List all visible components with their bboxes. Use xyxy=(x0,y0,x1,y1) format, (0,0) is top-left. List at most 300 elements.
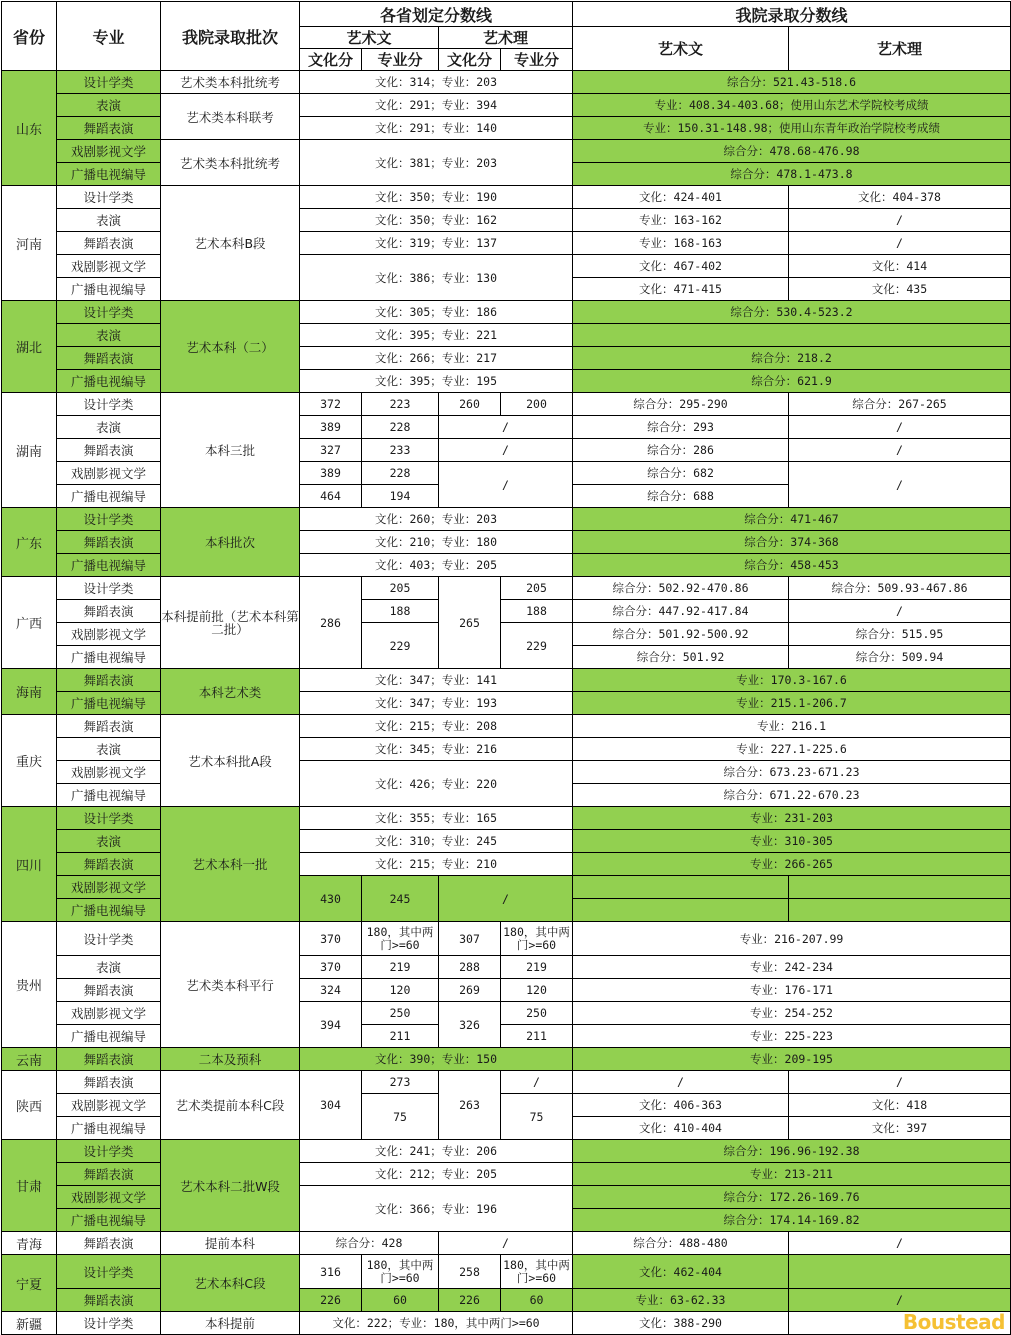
table-row xyxy=(2,956,1011,979)
cell-provincial-line: 文化：241；专业：206 xyxy=(300,1140,573,1163)
cell-province: 宁夏 xyxy=(2,1255,57,1312)
cell-major: 舞蹈表演 xyxy=(57,853,161,876)
cell-major: 广播电视编导 xyxy=(57,163,161,186)
cell-our-wen: 综合分：293 xyxy=(573,416,789,439)
cell-major-li: 75 xyxy=(501,1094,573,1140)
cell-major-wen: 211 xyxy=(362,1025,439,1048)
cell-major: 表演 xyxy=(57,956,161,979)
cell-provincial-line: 文化：390；专业：150 xyxy=(300,1048,573,1071)
cell-our-line: 专业：216.1 xyxy=(573,715,1011,738)
header-batch: 我院录取批次 xyxy=(161,2,300,71)
table-row xyxy=(2,439,1011,462)
cell-major: 广播电视编导 xyxy=(57,1117,161,1140)
cell-our-line: 综合分：374-368 xyxy=(573,531,1011,554)
cell-our-line: 专业：408.34-403.68；使用山东艺术学院校考成绩 xyxy=(573,94,1011,117)
cell-our-li xyxy=(789,899,1011,922)
cell-major-wen: 273 xyxy=(362,1071,439,1094)
cell-provincial-line: 文化：310；专业：245 xyxy=(300,830,573,853)
cell-provincial-line: 文化：215；专业：210 xyxy=(300,853,573,876)
header-culture-score-wen: 文化分 xyxy=(300,49,362,71)
cell-provincial-line: 文化：403；专业：205 xyxy=(300,554,573,577)
table-row xyxy=(2,1071,1011,1094)
cell-major-li: 250 xyxy=(501,1002,573,1025)
table-row xyxy=(2,94,1011,117)
cell-provincial-line: 文化：260；专业：203 xyxy=(300,508,573,531)
cell-our-wen: 综合分：688 xyxy=(573,485,789,508)
cell-batch: 艺术本科（二） xyxy=(161,301,300,393)
cell-li-scores: / xyxy=(439,462,573,508)
cell-major: 戏剧影视文学 xyxy=(57,761,161,784)
table-row xyxy=(2,209,1011,232)
cell-provincial-line: 文化：395；专业：195 xyxy=(300,370,573,393)
cell-our-wen: / xyxy=(573,1071,789,1094)
cell-batch: 二本及预科 xyxy=(161,1048,300,1071)
cell-our-line: 综合分：478.68-476.98 xyxy=(573,140,1011,163)
cell-batch: 本科艺术类 xyxy=(161,669,300,715)
cell-li-scores: / xyxy=(439,439,573,462)
header-provincial-line: 各省划定分数线 xyxy=(300,2,573,27)
cell-major-wen: 250 xyxy=(362,1002,439,1025)
cell-major: 表演 xyxy=(57,324,161,347)
cell-batch: 艺术本科一批 xyxy=(161,807,300,922)
cell-major-li: 180，其中两门>=60 xyxy=(501,922,573,956)
cell-major: 设计学类 xyxy=(57,807,161,830)
cell-our-li: 文化：397 xyxy=(789,1117,1011,1140)
cell-major: 戏剧影视文学 xyxy=(57,140,161,163)
cell-our-wen: 文化：467-402 xyxy=(573,255,789,278)
header-major-score-wen: 专业分 xyxy=(362,49,439,71)
cell-our-line: 专业：170.3-167.6 xyxy=(573,669,1011,692)
cell-provincial-line: 文化：347；专业：141 xyxy=(300,669,573,692)
cell-major-li: 120 xyxy=(501,979,573,1002)
cell-li-scores: / xyxy=(439,1232,573,1255)
cell-our-li: / xyxy=(789,439,1011,462)
cell-major: 设计学类 xyxy=(57,1140,161,1163)
cell-culture-wen: 324 xyxy=(300,979,362,1002)
cell-major-wen: 228 xyxy=(362,416,439,439)
cell-our-line: 综合分：458-453 xyxy=(573,554,1011,577)
cell-culture-wen: 370 xyxy=(300,922,362,956)
table-row xyxy=(2,979,1011,1002)
cell-batch: 艺术本科B段 xyxy=(161,186,300,301)
cell-our-line: 综合分：478.1-473.8 xyxy=(573,163,1011,186)
table-row xyxy=(2,715,1011,738)
cell-major: 舞蹈表演 xyxy=(57,232,161,255)
table-row xyxy=(2,1002,1011,1025)
cell-culture-wen: 389 xyxy=(300,462,362,485)
cell-major-li: 200 xyxy=(501,393,573,416)
cell-major: 设计学类 xyxy=(57,71,161,94)
cell-culture-li: 265 xyxy=(439,577,501,669)
table-row xyxy=(2,669,1011,692)
cell-our-wen xyxy=(573,899,789,922)
cell-major: 广播电视编导 xyxy=(57,1209,161,1232)
cell-batch: 本科三批 xyxy=(161,393,300,508)
cell-major: 设计学类 xyxy=(57,393,161,416)
cell-our-li: / xyxy=(789,209,1011,232)
cell-province: 云南 xyxy=(2,1048,57,1071)
table-row xyxy=(2,876,1011,899)
cell-our-wen: 综合分：295-290 xyxy=(573,393,789,416)
cell-our-li: 综合分：509.93-467.86 xyxy=(789,577,1011,600)
table-row xyxy=(2,531,1011,554)
cell-culture-wen: 226 xyxy=(300,1289,362,1312)
cell-major-wen: 245 xyxy=(362,876,439,922)
cell-batch: 本科提前批（艺术本科第二批） xyxy=(161,577,300,669)
cell-major: 戏剧影视文学 xyxy=(57,1186,161,1209)
cell-major: 舞蹈表演 xyxy=(57,669,161,692)
cell-our-line: 综合分：218.2 xyxy=(573,347,1011,370)
table-row xyxy=(2,1048,1011,1071)
cell-major-wen: 194 xyxy=(362,485,439,508)
cell-our-line: 综合分：621.9 xyxy=(573,370,1011,393)
cell-our-li xyxy=(789,876,1011,899)
cell-major: 表演 xyxy=(57,738,161,761)
cell-province: 重庆 xyxy=(2,715,57,807)
cell-provincial-line: 文化：426；专业：220 xyxy=(300,761,573,807)
cell-major: 广播电视编导 xyxy=(57,278,161,301)
cell-culture-wen: 464 xyxy=(300,485,362,508)
cell-major: 舞蹈表演 xyxy=(57,439,161,462)
cell-our-li: 文化：404-378 xyxy=(789,186,1011,209)
table-row xyxy=(2,370,1011,393)
cell-our-line: 专业：209-195 xyxy=(573,1048,1011,1071)
cell-major-wen: 223 xyxy=(362,393,439,416)
cell-our-line: 综合分：471-467 xyxy=(573,508,1011,531)
cell-provincial-line: 文化：212；专业：205 xyxy=(300,1163,573,1186)
cell-our-line: 专业：216-207.99 xyxy=(573,922,1011,956)
cell-major: 广播电视编导 xyxy=(57,370,161,393)
header-our-arts-wen: 艺术文 xyxy=(573,27,789,71)
cell-major: 表演 xyxy=(57,94,161,117)
cell-major: 戏剧影视文学 xyxy=(57,1002,161,1025)
cell-major: 设计学类 xyxy=(57,1312,161,1335)
cell-our-li: / xyxy=(789,416,1011,439)
cell-our-li: 文化：414 xyxy=(789,255,1011,278)
table-row xyxy=(2,117,1011,140)
cell-province: 河南 xyxy=(2,186,57,301)
watermark-logo: Boustead xyxy=(902,1310,1005,1334)
cell-batch: 艺术类本科平行 xyxy=(161,922,300,1048)
cell-major-wen: 233 xyxy=(362,439,439,462)
cell-provincial-line: 文化：386；专业：130 xyxy=(300,255,573,301)
cell-batch: 本科批次 xyxy=(161,508,300,577)
table-row xyxy=(2,1255,1011,1289)
cell-major: 表演 xyxy=(57,209,161,232)
cell-major: 广播电视编导 xyxy=(57,646,161,669)
table-row xyxy=(2,692,1011,715)
cell-our-line: 综合分：172.26-169.76 xyxy=(573,1186,1011,1209)
cell-major-wen: 188 xyxy=(362,600,439,623)
cell-culture-li: 269 xyxy=(439,979,501,1002)
cell-our-wen: 综合分：502.92-470.86 xyxy=(573,577,789,600)
cell-major-li: 180，其中两门>=60 xyxy=(501,1255,573,1289)
table-row xyxy=(2,1140,1011,1163)
cell-wen-scores: 综合分：428 xyxy=(300,1232,439,1255)
cell-our-line: 专业：266-265 xyxy=(573,853,1011,876)
header-major: 专业 xyxy=(57,2,161,71)
cell-our-line xyxy=(573,324,1011,347)
cell-batch: 艺术类本科批统考 xyxy=(161,71,300,94)
cell-provincial-line: 文化：345；专业：216 xyxy=(300,738,573,761)
cell-culture-wen: 370 xyxy=(300,956,362,979)
cell-major-wen: 228 xyxy=(362,462,439,485)
table-row xyxy=(2,347,1011,370)
table-row xyxy=(2,232,1011,255)
cell-our-line: 专业：225-223 xyxy=(573,1025,1011,1048)
cell-major: 舞蹈表演 xyxy=(57,1163,161,1186)
cell-major-li: 229 xyxy=(501,623,573,669)
cell-major: 戏剧影视文学 xyxy=(57,462,161,485)
cell-culture-li: 226 xyxy=(439,1289,501,1312)
cell-major: 戏剧影视文学 xyxy=(57,623,161,646)
cell-our-li: / xyxy=(789,1289,1011,1312)
cell-our-li: 综合分：515.95 xyxy=(789,623,1011,646)
header-arts-wen: 艺术文 xyxy=(300,27,439,49)
admission-score-table xyxy=(1,1,1011,1335)
cell-province: 广东 xyxy=(2,508,57,577)
cell-provincial-line: 文化：319；专业：137 xyxy=(300,232,573,255)
cell-major: 舞蹈表演 xyxy=(57,715,161,738)
cell-our-wen: 综合分：488-480 xyxy=(573,1232,789,1255)
cell-provincial-line: 文化：350；专业：190 xyxy=(300,186,573,209)
cell-batch: 艺术类本科批统考 xyxy=(161,140,300,186)
cell-our-wen: 文化：462-404 xyxy=(573,1255,789,1289)
cell-major: 广播电视编导 xyxy=(57,1025,161,1048)
table-row xyxy=(2,853,1011,876)
cell-our-li: / xyxy=(789,232,1011,255)
table-row xyxy=(2,738,1011,761)
cell-culture-li: 307 xyxy=(439,922,501,956)
cell-major: 舞蹈表演 xyxy=(57,347,161,370)
cell-major: 设计学类 xyxy=(57,186,161,209)
cell-li-scores: / xyxy=(439,416,573,439)
cell-culture-li: 288 xyxy=(439,956,501,979)
cell-our-line: 综合分：671.22-670.23 xyxy=(573,784,1011,807)
cell-major-wen: 180，其中两门>=60 xyxy=(362,922,439,956)
table-row xyxy=(2,554,1011,577)
cell-major: 广播电视编导 xyxy=(57,554,161,577)
table-row xyxy=(2,255,1011,278)
cell-culture-wen: 286 xyxy=(300,577,362,669)
cell-our-li: / xyxy=(789,600,1011,623)
cell-major-li: 188 xyxy=(501,600,573,623)
cell-major-li: 219 xyxy=(501,956,573,979)
cell-major: 设计学类 xyxy=(57,301,161,324)
table-row xyxy=(2,416,1011,439)
cell-major-li: 205 xyxy=(501,577,573,600)
table-row xyxy=(2,324,1011,347)
table-row xyxy=(2,1289,1011,1312)
cell-major: 表演 xyxy=(57,416,161,439)
cell-our-line: 专业：227.1-225.6 xyxy=(573,738,1011,761)
cell-major-li: 211 xyxy=(501,1025,573,1048)
cell-batch: 提前本科 xyxy=(161,1232,300,1255)
cell-our-wen: 文化：471-415 xyxy=(573,278,789,301)
cell-our-li xyxy=(789,1255,1011,1289)
cell-our-line: 综合分：174.14-169.82 xyxy=(573,1209,1011,1232)
cell-batch: 艺术类本科联考 xyxy=(161,94,300,140)
cell-our-line: 专业：231-203 xyxy=(573,807,1011,830)
cell-batch: 艺术本科批A段 xyxy=(161,715,300,807)
cell-our-wen: 综合分：501.92 xyxy=(573,646,789,669)
table-row xyxy=(2,1094,1011,1117)
cell-our-wen: 专业：168-163 xyxy=(573,232,789,255)
cell-our-line: 综合分：530.4-523.2 xyxy=(573,301,1011,324)
table-row xyxy=(2,807,1011,830)
table-row xyxy=(2,1232,1011,1255)
cell-our-wen: 综合分：682 xyxy=(573,462,789,485)
cell-province: 四川 xyxy=(2,807,57,922)
cell-provincial-line: 文化：291；专业：140 xyxy=(300,117,573,140)
cell-our-line: 综合分：673.23-671.23 xyxy=(573,761,1011,784)
cell-provincial-line: 文化：381；专业：203 xyxy=(300,140,573,186)
cell-our-li: / xyxy=(789,1071,1011,1094)
cell-our-wen: 文化：406-363 xyxy=(573,1094,789,1117)
cell-major: 戏剧影视文学 xyxy=(57,255,161,278)
header-province: 省份 xyxy=(2,2,57,71)
cell-province: 湖南 xyxy=(2,393,57,508)
cell-major-li: / xyxy=(501,1071,573,1094)
table-row xyxy=(2,600,1011,623)
cell-major: 戏剧影视文学 xyxy=(57,1094,161,1117)
cell-province: 海南 xyxy=(2,669,57,715)
cell-major: 舞蹈表演 xyxy=(57,1048,161,1071)
cell-our-line: 专业：310-305 xyxy=(573,830,1011,853)
cell-li-scores: / xyxy=(439,876,573,922)
cell-provincial-line: 文化：291；专业：394 xyxy=(300,94,573,117)
cell-province: 陕西 xyxy=(2,1071,57,1140)
table-row xyxy=(2,140,1011,163)
cell-province: 湖北 xyxy=(2,301,57,393)
cell-culture-li: 260 xyxy=(439,393,501,416)
table-row xyxy=(2,623,1011,646)
cell-major: 舞蹈表演 xyxy=(57,1232,161,1255)
table-row xyxy=(2,462,1011,485)
table-row xyxy=(2,186,1011,209)
cell-provincial-line: 文化：215；专业：208 xyxy=(300,715,573,738)
cell-major: 戏剧影视文学 xyxy=(57,876,161,899)
cell-provincial-line: 文化：366；专业：196 xyxy=(300,1186,573,1232)
cell-our-line: 专业：213-211 xyxy=(573,1163,1011,1186)
cell-our-line: 专业：242-234 xyxy=(573,956,1011,979)
cell-provincial-line: 文化：210；专业：180 xyxy=(300,531,573,554)
cell-province: 青海 xyxy=(2,1232,57,1255)
cell-major: 舞蹈表演 xyxy=(57,1289,161,1312)
cell-major: 舞蹈表演 xyxy=(57,117,161,140)
cell-major: 舞蹈表演 xyxy=(57,600,161,623)
header-our-line: 我院录取分数线 xyxy=(573,2,1011,27)
cell-province: 贵州 xyxy=(2,922,57,1048)
cell-provincial-line: 文化：266；专业：217 xyxy=(300,347,573,370)
cell-provincial-line: 文化：222；专业：180，其中两门>=60 xyxy=(300,1312,573,1335)
table-row xyxy=(2,1025,1011,1048)
cell-major: 广播电视编导 xyxy=(57,485,161,508)
cell-our-wen: 专业：163-162 xyxy=(573,209,789,232)
cell-major-wen: 60 xyxy=(362,1289,439,1312)
cell-culture-li: 258 xyxy=(439,1255,501,1289)
header-culture-score-li: 文化分 xyxy=(439,49,501,71)
cell-major: 舞蹈表演 xyxy=(57,531,161,554)
cell-our-li: / xyxy=(789,462,1011,508)
table-row xyxy=(2,393,1011,416)
cell-batch: 艺术本科二批W段 xyxy=(161,1140,300,1232)
cell-major-wen: 229 xyxy=(362,623,439,669)
cell-our-wen: 综合分：447.92-417.84 xyxy=(573,600,789,623)
cell-our-line: 综合分：521.43-518.6 xyxy=(573,71,1011,94)
cell-our-wen: 文化：388-290 xyxy=(573,1312,789,1335)
header-arts-li: 艺术理 xyxy=(439,27,573,49)
cell-major-wen: 120 xyxy=(362,979,439,1002)
cell-our-line: 专业：254-252 xyxy=(573,1002,1011,1025)
cell-major: 舞蹈表演 xyxy=(57,1071,161,1094)
table-row xyxy=(2,830,1011,853)
cell-major: 广播电视编导 xyxy=(57,899,161,922)
cell-culture-wen: 394 xyxy=(300,1002,362,1048)
cell-provincial-line: 文化：347；专业：193 xyxy=(300,692,573,715)
cell-provincial-line: 文化：314；专业：203 xyxy=(300,71,573,94)
cell-our-wen: 综合分：501.92-500.92 xyxy=(573,623,789,646)
cell-culture-wen: 430 xyxy=(300,876,362,922)
table-row xyxy=(2,761,1011,784)
cell-major-wen: 75 xyxy=(362,1094,439,1140)
cell-province: 甘肃 xyxy=(2,1140,57,1232)
header-major-score-li: 专业分 xyxy=(501,49,573,71)
cell-our-li: / xyxy=(789,1232,1011,1255)
cell-provincial-line: 文化：355；专业：165 xyxy=(300,807,573,830)
header-our-arts-li: 艺术理 xyxy=(789,27,1011,71)
table-row xyxy=(2,71,1011,94)
cell-our-line: 专业：176-171 xyxy=(573,979,1011,1002)
cell-our-line: 专业：150.31-148.98；使用山东青年政治学院校考成绩 xyxy=(573,117,1011,140)
cell-culture-wen: 316 xyxy=(300,1255,362,1289)
table-row xyxy=(2,1312,1011,1335)
cell-major-li: 60 xyxy=(501,1289,573,1312)
cell-major: 舞蹈表演 xyxy=(57,979,161,1002)
table-row xyxy=(2,1163,1011,1186)
cell-our-line: 专业：215.1-206.7 xyxy=(573,692,1011,715)
cell-our-wen: 综合分：286 xyxy=(573,439,789,462)
cell-province: 新疆 xyxy=(2,1312,57,1335)
cell-province: 广西 xyxy=(2,577,57,669)
cell-our-li: 文化：418 xyxy=(789,1094,1011,1117)
cell-our-wen: 专业：63-62.33 xyxy=(573,1289,789,1312)
cell-major: 设计学类 xyxy=(57,922,161,956)
cell-major-wen: 219 xyxy=(362,956,439,979)
cell-our-wen xyxy=(573,876,789,899)
cell-batch: 本科提前 xyxy=(161,1312,300,1335)
cell-provincial-line: 文化：305；专业：186 xyxy=(300,301,573,324)
cell-our-line: 综合分：196.96-192.38 xyxy=(573,1140,1011,1163)
cell-major: 广播电视编导 xyxy=(57,784,161,807)
cell-culture-wen: 389 xyxy=(300,416,362,439)
table-row xyxy=(2,301,1011,324)
cell-major: 设计学类 xyxy=(57,508,161,531)
cell-culture-wen: 327 xyxy=(300,439,362,462)
cell-our-wen: 文化：424-401 xyxy=(573,186,789,209)
table-row xyxy=(2,577,1011,600)
table-row xyxy=(2,508,1011,531)
cell-our-li: 综合分：267-265 xyxy=(789,393,1011,416)
cell-culture-wen: 304 xyxy=(300,1071,362,1140)
cell-batch: 艺术本科C段 xyxy=(161,1255,300,1312)
cell-our-li: 文化：435 xyxy=(789,278,1011,301)
cell-major: 广播电视编导 xyxy=(57,692,161,715)
table-row xyxy=(2,922,1011,956)
cell-major-wen: 180，其中两门>=60 xyxy=(362,1255,439,1289)
cell-culture-li: 326 xyxy=(439,1002,501,1048)
cell-our-li: 综合分：509.94 xyxy=(789,646,1011,669)
